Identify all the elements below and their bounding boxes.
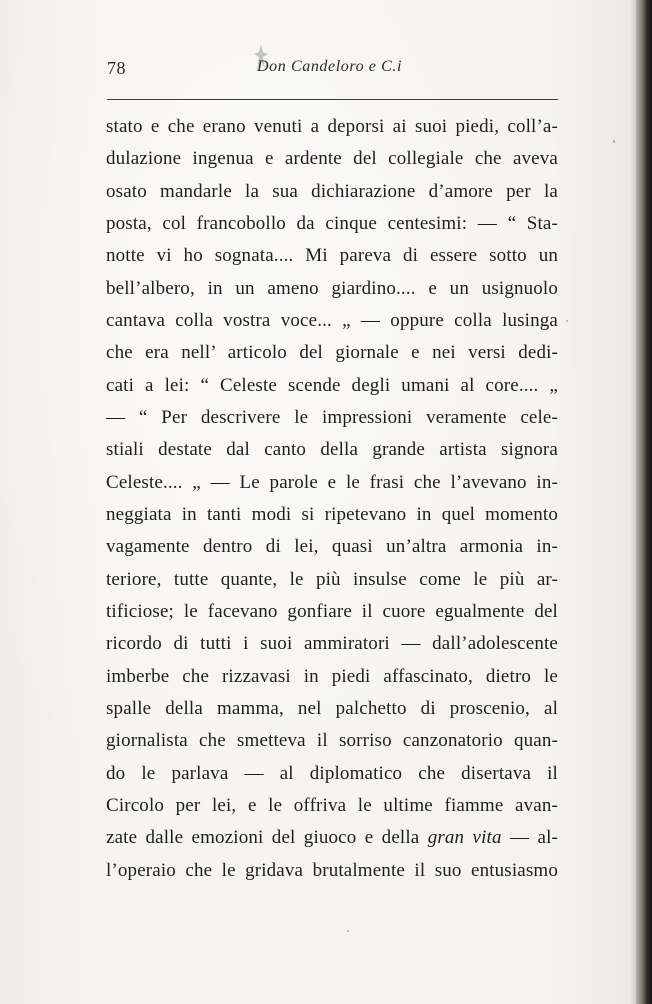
text-line: osato mandarle la sua dichiarazione d’amore per la: [106, 180, 558, 202]
text-line: dulazione ingenua e ardente del collegiale che aveva: [106, 148, 558, 170]
text-line: che era nell’ articolo del giornale e nei versi dedi-: [106, 342, 558, 364]
text-segment: zate dalle emozioni del giuoco e della: [106, 827, 428, 849]
page-number: 78: [107, 58, 126, 78]
text-line: Celeste.... „ — Le parole e le frasi che l’avevano in-: [106, 471, 558, 493]
paper-speck: [566, 320, 568, 322]
text-line: stato e che erano venuti a deporsi ai suoi piedi, coll’a-: [106, 116, 558, 137]
text-line: teriore, tutte quante, le più insulse come le più ar-: [106, 568, 558, 590]
text-line: tificiose; le facevano gonfiare il cuore egualmente del: [106, 600, 558, 622]
text-line: vagamente dentro di lei, quasi un’altra armonia in-: [106, 536, 558, 558]
binding-edge: [636, 0, 652, 1004]
text-line: spalle della mamma, nel palchetto di proscenio, al: [106, 697, 558, 719]
text-segment: — al-: [501, 827, 558, 849]
text-line: cati a lei: “ Celeste scende degli umani al core.... „: [106, 374, 558, 396]
text-line: imberbe che rizzavasi in piedi affascinato, dietro le: [106, 665, 558, 687]
paper-speck: [613, 140, 615, 143]
text-line: [106, 822, 558, 854]
text-line: bell’albero, in un ameno giardino.... e un usignuolo: [106, 277, 558, 299]
text-line: giornalista che smetteva il sorriso canzonatorio quan-: [106, 730, 558, 752]
running-head: Don Candeloro e C.i: [257, 58, 403, 75]
page-header: [107, 56, 558, 86]
text-line: notte vi ho sognata.... Mi pareva di essere sotto un: [106, 245, 558, 267]
text-line: stiali destate dal canto della grande artista signora: [106, 439, 558, 461]
body-text: [106, 111, 558, 887]
text-line: — “ Per descrivere le impressioni veramente cele-: [106, 406, 558, 428]
text-line: neggiata in tanti modi si ripetevano in quel momento: [106, 503, 558, 525]
text-line: do le parlava — al diplomatico che disertava il: [106, 762, 558, 784]
header-rule: [107, 99, 558, 100]
text-line: cantava colla vostra voce... „ — oppure colla lusinga: [106, 309, 558, 331]
italic-phrase: gran vita: [427, 827, 502, 849]
text-line: ricordo di tutti i suoi ammiratori — dall’adolescente: [106, 633, 558, 655]
text-line: l’operaio che le gridava brutalmente il suo entusiasmo: [106, 859, 558, 881]
text-line: Circolo per lei, e le offriva le ultime fiamme avan-: [106, 794, 558, 816]
paper-speck: [347, 930, 349, 932]
text-line: posta, col francobollo da cinque centesimi: — “ Sta-: [106, 212, 558, 234]
